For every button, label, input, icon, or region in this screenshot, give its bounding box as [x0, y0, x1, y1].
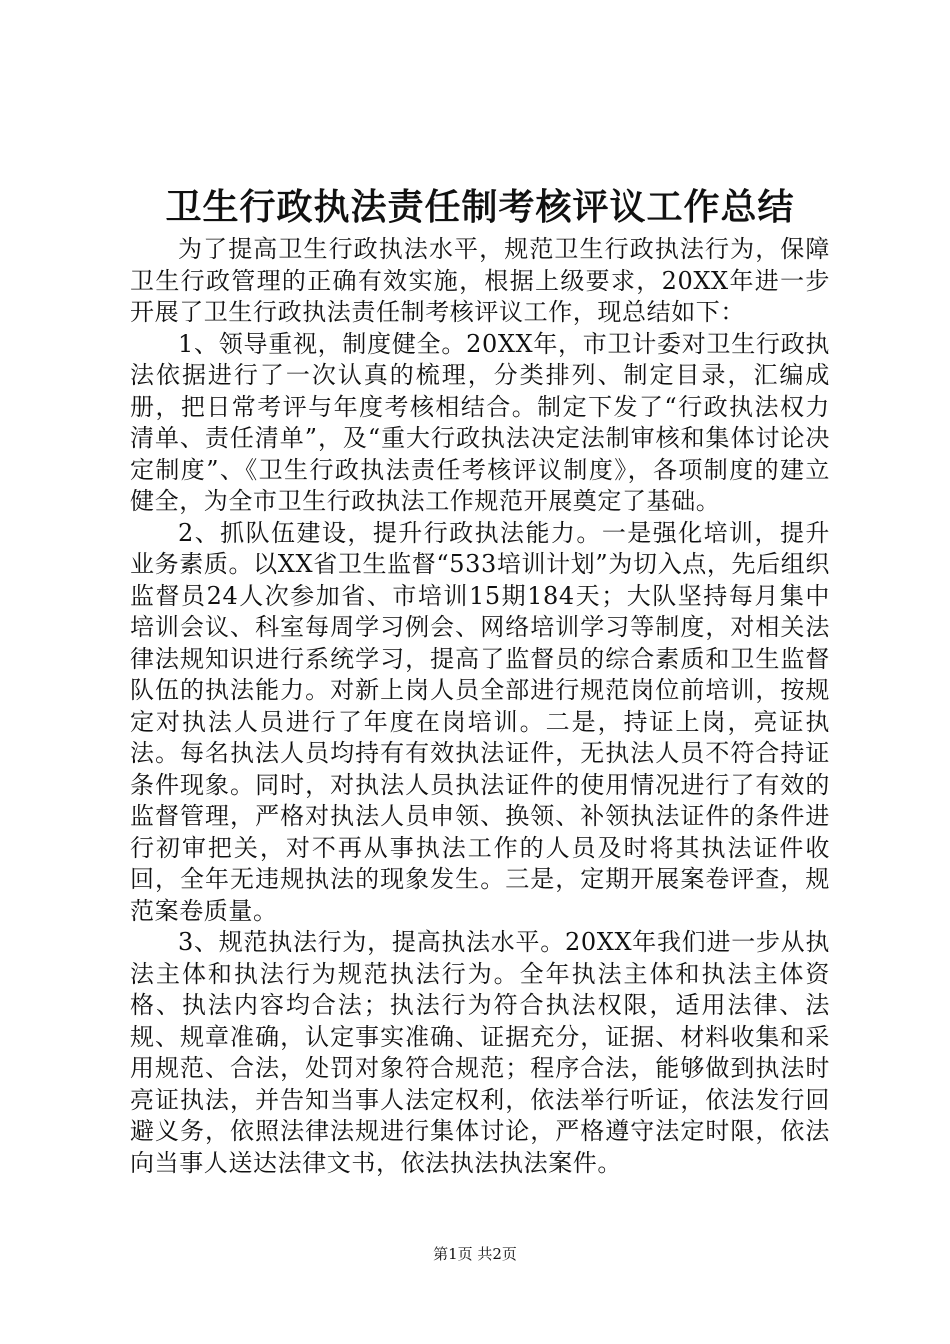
paragraph-intro: 为了提高卫生行政执法水平，规范卫生行政执法行为，保障卫生行政管理的正确有效实施，根据上级要求，20XX年进一步开展了卫生行政执法责任制考核评议工作，现总结如下： — [130, 235, 830, 326]
paragraph-section-2: 2、抓队伍建设，提升行政执法能力。一是强化培训，提升业务素质。以XX省卫生监督“533培训计划”为切入点，先后组织监督员24人次参加省、市培训15期184天；大队坚持每月集中培训会议、科室每周学习例会、网络培训学习等制度，对相关法律法规知识进行系统学习，提高了监督员的综合素质和卫生监督队伍的执法能力。对新上岗人员全部进行规范岗位前培训，按规定对执法人员进行了年度在岗培训。二是，持证上岗，亮证执法。每名执法人员均持有有效执法证件，无执法人员不符合持证条件现象。同时，对执法人员执法证件的使用情况进行了有效的监督管理，严格对执法人员申领、换领、补领执法证件的条件进行初审把关，对不再从事执法工作的人员及时将其执法证件收回，全年无违规执法的现象发生。三是，定期开展案卷评查，规范案卷质量。 — [130, 518, 830, 925]
paragraph-section-3: 3、规范执法行为，提高执法水平。20XX年我们进一步从执法主体和执法行为规范执法行为。全年执法主体和执法主体资格、执法内容均合法；执法行为符合执法权限，适用法律、法规、规章准确，认定事实准确、证据充分，证据、材料收集和采用规范、合法，处罚对象符合规范；程序合法，能够做到执法时亮证执法，并告知当事人法定权利，依法举行听证，依法发行回避义务，依照法律法规进行集体讨论，严格遵守法定时限，依法向当事人送达法律文书，依法执法执法案件。 — [130, 928, 830, 1177]
page-number-footer: 第1页 共2页 — [433, 1245, 517, 1263]
paragraph-section-1: 1、领导重视，制度健全。20XX年，市卫计委对卫生行政执法依据进行了一次认真的梳理，分类排列、制定目录，汇编成册，把日常考评与年度考核相结合。制定下发了“行政执法权力清单、责任清单”，及“重大行政执法决定法制审核和集体讨论决定制度”、《卫生行政执法责任考核评议制度》，各项制度的建立健全，为全市卫生行政执法工作规范开展奠定了基础。 — [130, 329, 830, 515]
document-body — [130, 234, 830, 1179]
document-title: 卫生行政执法责任制考核评议工作总结 — [165, 186, 795, 228]
